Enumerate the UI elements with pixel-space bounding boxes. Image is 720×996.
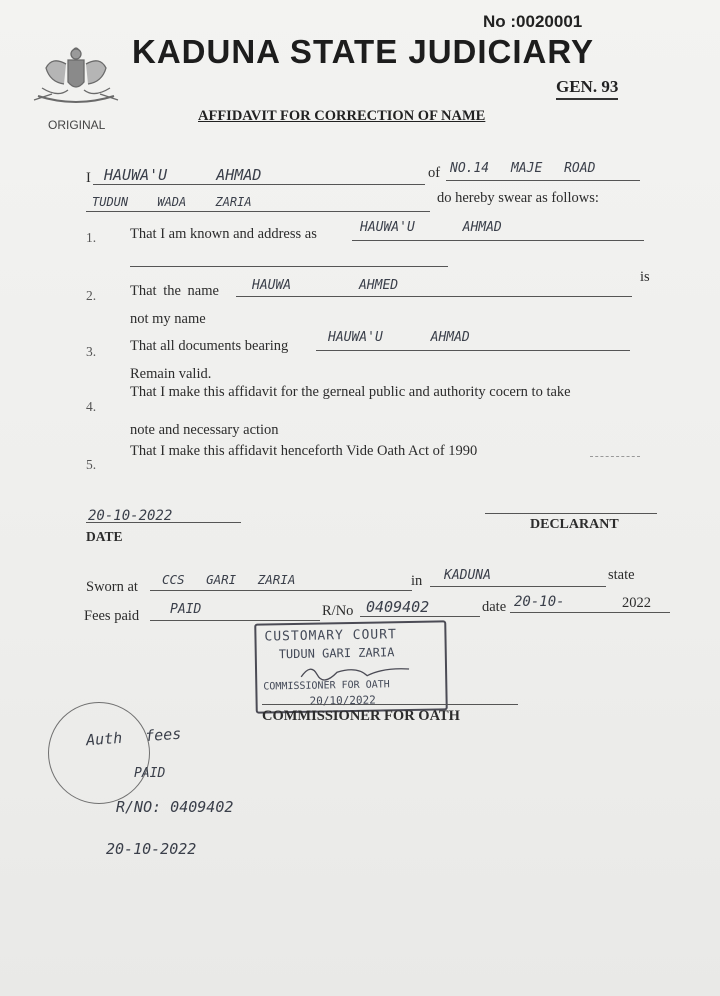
item-1-number: 1. [86,230,97,245]
stamp-line-3: COMMISSIONER FOR OATH [263,679,390,693]
form-code: GEN. 93 [556,77,618,100]
notes-line-3: R/NO: 0409402 [116,798,234,816]
date-label: DATE [86,529,123,544]
date-value: 20-10-2022 [88,508,173,524]
item-2-suffix: is [640,269,650,285]
receipt-number-label: R/No [322,603,354,619]
address-line-1: NO.14 MAJE ROAD [450,161,596,176]
coat-of-arms-icon [28,38,124,108]
notes-line-4: 20-10-2022 [106,840,197,858]
notes-line-1: Auth fees [85,724,182,750]
item-4-number: 4. [86,399,97,414]
fees-paid-label: Fees paid [84,608,140,624]
item-3-value: HAUWA'U AHMAD [328,330,470,345]
item-3-number: 3. [86,344,97,359]
item-1-text: That I am known and address as [130,226,317,242]
notes-line-2: PAID [134,766,166,781]
declarant-name: HAUWA'U AHMAD [104,166,262,184]
serial-number: No :0020001 [483,12,583,31]
sworn-date-value: 20-10- [514,594,565,610]
notes-circle [48,702,150,804]
swear-text: do hereby swear as follows: [437,190,599,206]
item-5-text: That I make this affidavit henceforth Vide Oath Act of 1990 [130,443,478,459]
sworn-date-year: 2022 [622,595,651,611]
affidavit-subtitle: AFFIDAVIT FOR CORRECTION OF NAME [198,108,486,124]
state-label: state [608,567,635,583]
item-3-text: That all documents bearing [130,338,289,354]
item-2-continuation: not my name [130,311,206,327]
item-3-continuation: Remain valid. [130,366,212,382]
sworn-at-value: CCS GARI ZARIA [162,572,296,587]
sworn-at-label: Sworn at [86,579,138,595]
receipt-number-value: 0409402 [366,598,430,616]
of-label: of [428,165,441,181]
fees-paid-value: PAID [170,602,202,617]
item-5-number: 5. [86,457,97,472]
address-line-2: TUDUN WADA ZARIA [92,195,252,209]
item-4-continuation: note and necessary action [130,422,279,438]
item-1-value: HAUWA'U AHMAD [360,220,502,235]
court-stamp [254,620,448,713]
sworn-date-label: date [482,599,507,615]
intro-prefix: I [86,170,91,186]
item-4-text: That I make this affidavit for the gerneal public and authority cocern to take [130,384,571,400]
in-value: KADUNA [444,568,491,583]
copy-label: ORIGINAL [48,118,106,132]
commissioner-label: COMMISSIONER FOR OATH [262,708,460,724]
item-2-text: That the name [130,283,219,299]
judiciary-title: KADUNA STATE JUDICIARY [132,33,595,70]
stamp-signature-icon [297,659,417,685]
stamp-line-1: CUSTOMARY COURT [264,627,397,645]
in-label: in [411,573,423,589]
item-2-value: HAUWA AHMED [252,278,399,293]
stamp-line-2: TUDUN GARI ZARIA [278,645,395,662]
stamp-line-4: 20/10/2022 [309,693,376,708]
declarant-label: DECLARANT [530,517,619,532]
item-2-number: 2. [86,288,97,303]
